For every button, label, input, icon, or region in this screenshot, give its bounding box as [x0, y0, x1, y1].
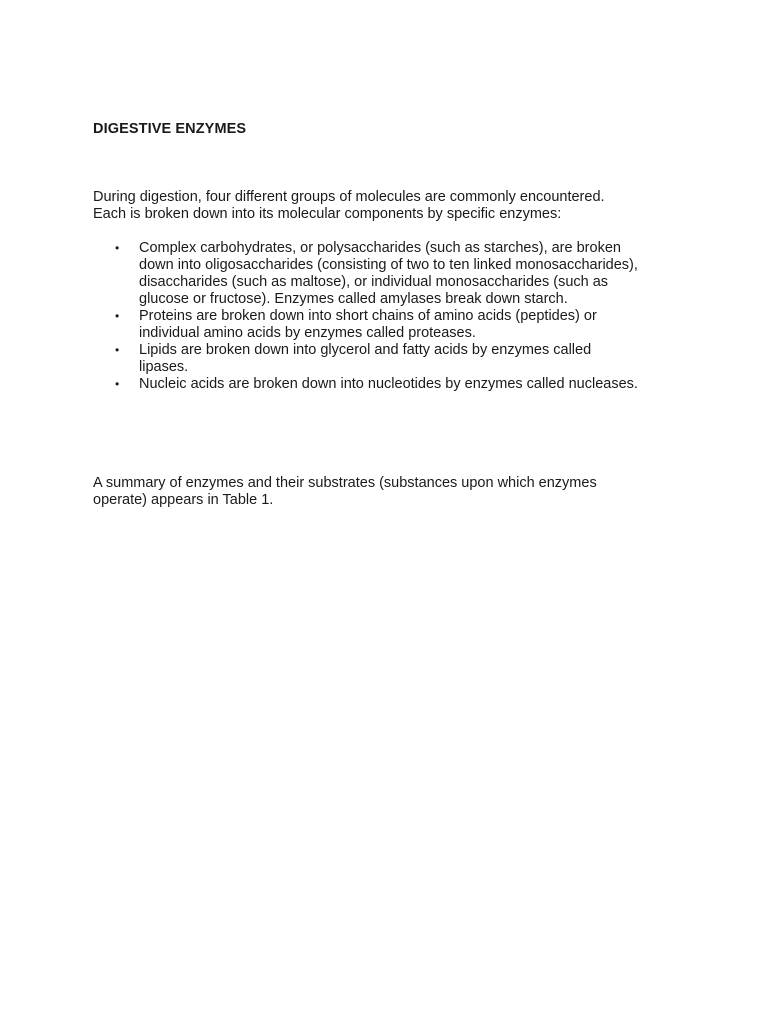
bullet-icon: •	[115, 309, 120, 323]
intro-line: Each is broken down into its molecular components by specific enzymes:	[93, 206, 562, 222]
list-item-carbohydrates	[93, 240, 713, 308]
page-title: DIGESTIVE ENZYMES	[93, 121, 247, 137]
intro-line: During digestion, four different groups of molecules are commonly encountered.	[93, 189, 605, 205]
bullet-icon: •	[115, 377, 120, 391]
list-item-lipids	[93, 342, 713, 376]
list-item-line: Lipids are broken down into glycerol and fatty acids by enzymes called	[139, 342, 592, 358]
summary-line: A summary of enzymes and their substrates (substances upon which enzymes	[93, 475, 597, 491]
enzyme-list	[93, 240, 713, 393]
list-item-line: disaccharides (such as maltose), or individual monosaccharides (such as	[139, 274, 609, 290]
list-item-line: Proteins are broken down into short chains of amino acids (peptides) or	[139, 308, 597, 324]
summary-line: operate) appears in Table 1.	[93, 492, 274, 508]
intro-paragraph	[93, 189, 693, 223]
bullet-icon: •	[115, 343, 120, 357]
list-item-proteins	[93, 308, 713, 342]
bullet-icon: •	[115, 241, 120, 255]
list-item-nucleic-acids	[93, 376, 713, 393]
summary-paragraph	[93, 475, 693, 509]
list-item-line: glucose or fructose). Enzymes called amylases break down starch.	[139, 291, 568, 307]
list-item-line: Nucleic acids are broken down into nucleotides by enzymes called nucleases.	[139, 376, 638, 392]
list-item-line: lipases.	[139, 359, 189, 375]
list-item-line: down into oligosaccharides (consisting of two to ten linked monosaccharides),	[139, 257, 638, 273]
list-item-line: individual amino acids by enzymes called proteases.	[139, 325, 476, 341]
list-item-line: Complex carbohydrates, or polysaccharides (such as starches), are broken	[139, 240, 621, 256]
